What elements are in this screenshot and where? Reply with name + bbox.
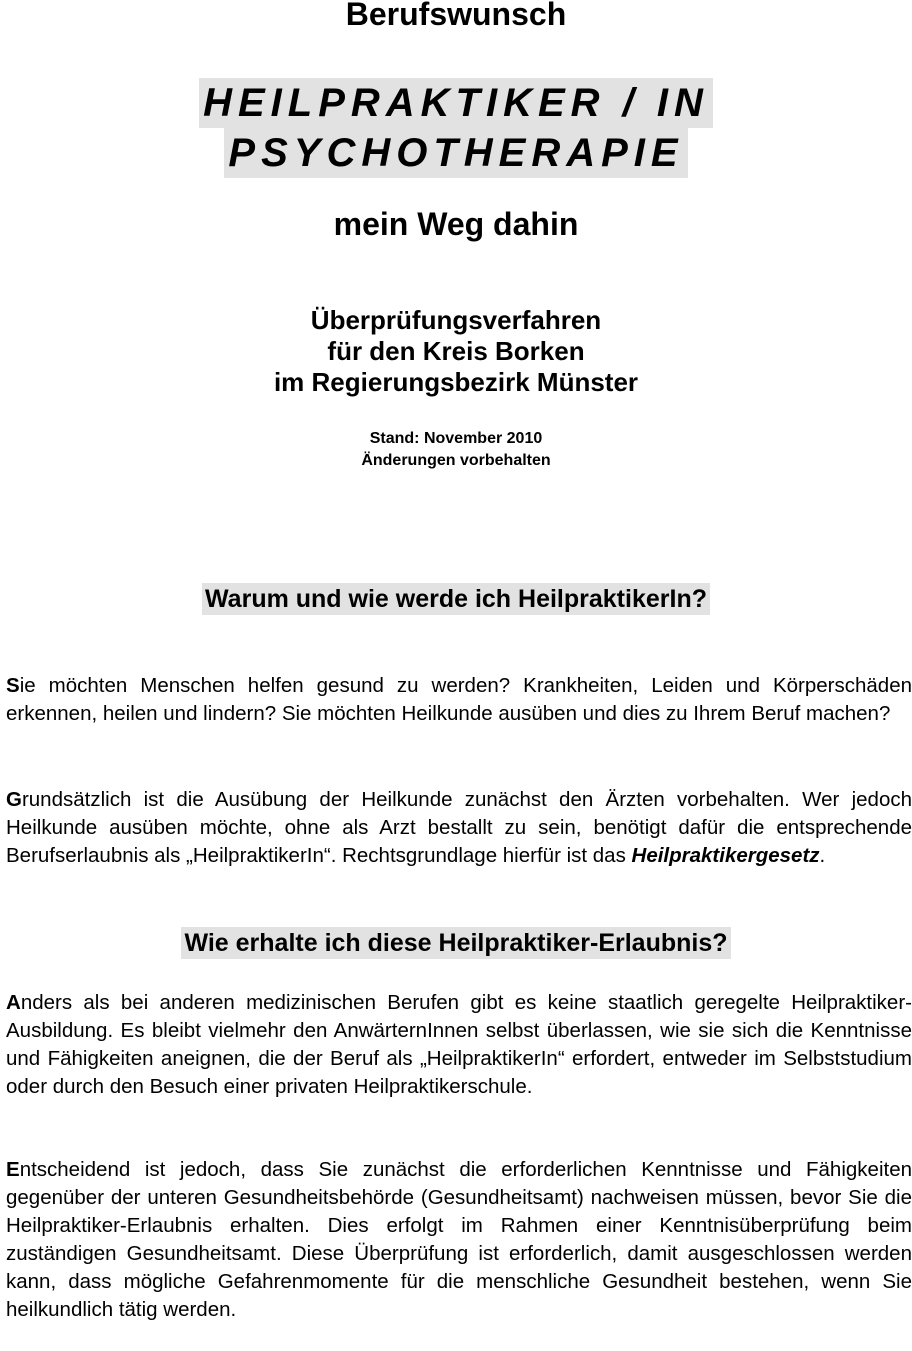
subtitle: mein Weg dahin	[333, 206, 579, 242]
paragraph-1-initial: S	[6, 674, 20, 697]
paragraph-2	[6, 786, 912, 870]
paragraph-2-end: .	[819, 844, 826, 867]
paragraph-1-text: ie möchten Menschen helfen gesund zu werden? Krankheiten, Leiden und Körperschäden erkennen, heilen und lindern? Sie möchten Heilkunde ausüben und dies zu Ihrem Beruf machen?	[6, 674, 912, 725]
procedure-line-3: im Regierungsbezirk Münster	[273, 367, 639, 397]
paragraph-3-initial: A	[6, 991, 21, 1014]
main-title-line-2: PSYCHOTHERAPIE	[224, 128, 687, 178]
procedure-line-2: für den Kreis Borken	[327, 336, 585, 366]
kicker-title: Berufswunsch	[345, 0, 567, 32]
section-2-heading-wrap	[0, 927, 912, 959]
paragraph-3-text: nders als bei anderen medizinischen Berufen gibt es keine staatlich geregelte Heilpraktiker-Ausbildung. Es bleibt vielmehr den AnwärternInnen selbst überlassen, wie sie sich die Kenntnisse und Fähigkeiten aneignen, die der Beruf als „HeilpraktikerIn“ erfordert, entweder im Selbststudium oder durch den Besuch einer privaten Heilpraktikerschule.	[6, 991, 912, 1098]
paragraph-4	[6, 1156, 912, 1324]
paragraph-2-text: rundsätzlich ist die Ausübung der Heilkunde zunächst den Ärzten vorbehalten. Wer jedoch Heilkunde ausüben möchte, ohne als Arzt bestallt zu sein, benötigt dafür die entsprechende Berufserlaubnis als „HeilpraktikerIn“. Rechtsgrundlage hierfür ist das	[6, 788, 912, 867]
law-name-emphasis: Heilpraktikergesetz	[631, 844, 820, 867]
paragraph-1	[6, 672, 912, 728]
changes-note: Änderungen vorbehalten	[361, 452, 551, 469]
paragraph-4-initial: E	[6, 1158, 20, 1181]
paragraph-2-initial: G	[6, 788, 22, 811]
main-title-line-1: HEILPRAKTIKER / IN	[199, 78, 713, 128]
section-1-heading: Warum und wie werde ich HeilpraktikerIn?	[202, 583, 710, 615]
paragraph-4-text: ntscheidend ist jedoch, dass Sie zunächst die erforderlichen Kenntnisse und Fähigkeiten gegenüber der unteren Gesundheitsbehörde (Gesundheitsamt) nachweisen müssen, bevor Sie die Heilpraktiker-Erlaubnis erhalten. Dies erfolgt im Rahmen einer Kenntnisüberprüfung beim zuständigen Gesundheitsamt. Diese Überprüfung ist erforderlich, damit ausgeschlossen werden kann, dass mögliche Gefahrenmomente für die menschliche Gesundheit bestehen, wenn Sie heilkundlich tätig werden.	[6, 1158, 912, 1321]
procedure-block	[0, 305, 912, 398]
paragraph-3	[6, 989, 912, 1101]
section-2-heading: Wie erhalte ich diese Heilpraktiker-Erlaubnis?	[181, 927, 730, 959]
main-title-block	[0, 78, 912, 178]
stand-date: Stand: November 2010	[369, 430, 543, 447]
status-block	[0, 428, 912, 472]
section-1-heading-wrap	[0, 583, 912, 615]
procedure-line-1: Überprüfungsverfahren	[310, 305, 602, 335]
